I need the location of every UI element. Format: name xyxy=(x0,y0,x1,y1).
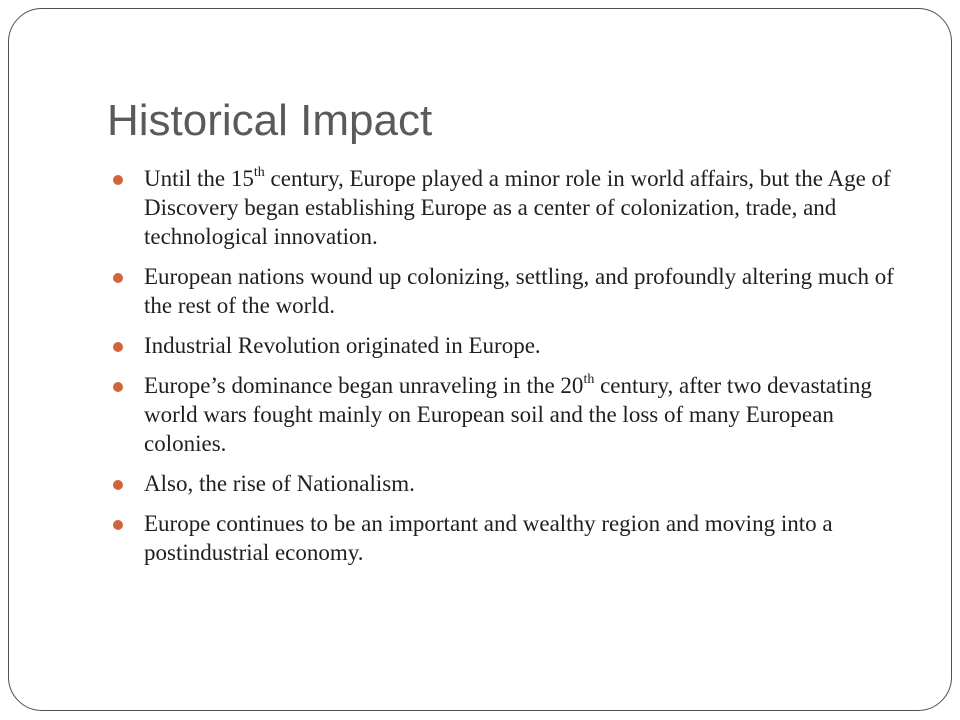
bullet-item xyxy=(113,509,913,567)
bullet-text: Europe continues to be an important and wealthy region and moving into a postindustrial economy. xyxy=(144,511,833,565)
bullet-text: European nations wound up colonizing, settling, and profoundly altering much of the rest of the world. xyxy=(144,264,894,318)
slide-title: Historical Impact xyxy=(107,96,433,145)
bullet-text: Europe’s dominance began unraveling in the 20 xyxy=(144,373,584,398)
bullet-item xyxy=(113,371,913,458)
bullet-dot-icon xyxy=(113,273,123,283)
slide-frame xyxy=(8,8,952,711)
bullet-dot-icon xyxy=(113,175,123,185)
bullet-text-continued: century, Europe played a minor role in world affairs, but the Age of Discovery began establishing Europe as a center of colonization, trade, and technological innovation. xyxy=(144,166,891,249)
bullet-text: Until the 15 xyxy=(144,166,254,191)
bullet-text: Also, the rise of Nationalism. xyxy=(144,471,415,496)
bullet-list xyxy=(113,164,913,578)
bullet-superscript: th xyxy=(583,372,595,387)
bullet-superscript: th xyxy=(253,165,265,180)
bullet-dot-icon xyxy=(113,480,123,490)
bullet-item xyxy=(113,331,913,360)
bullet-text: Industrial Revolution originated in Europe. xyxy=(144,333,541,358)
bullet-dot-icon xyxy=(113,520,123,530)
bullet-dot-icon xyxy=(113,342,123,352)
bullet-dot-icon xyxy=(113,382,123,392)
bullet-item xyxy=(113,262,913,320)
bullet-item xyxy=(113,469,913,498)
bullet-text-continued: century, after two devastating world wars fought mainly on European soil and the loss of many European colonies. xyxy=(144,373,872,456)
bullet-item xyxy=(113,164,913,251)
